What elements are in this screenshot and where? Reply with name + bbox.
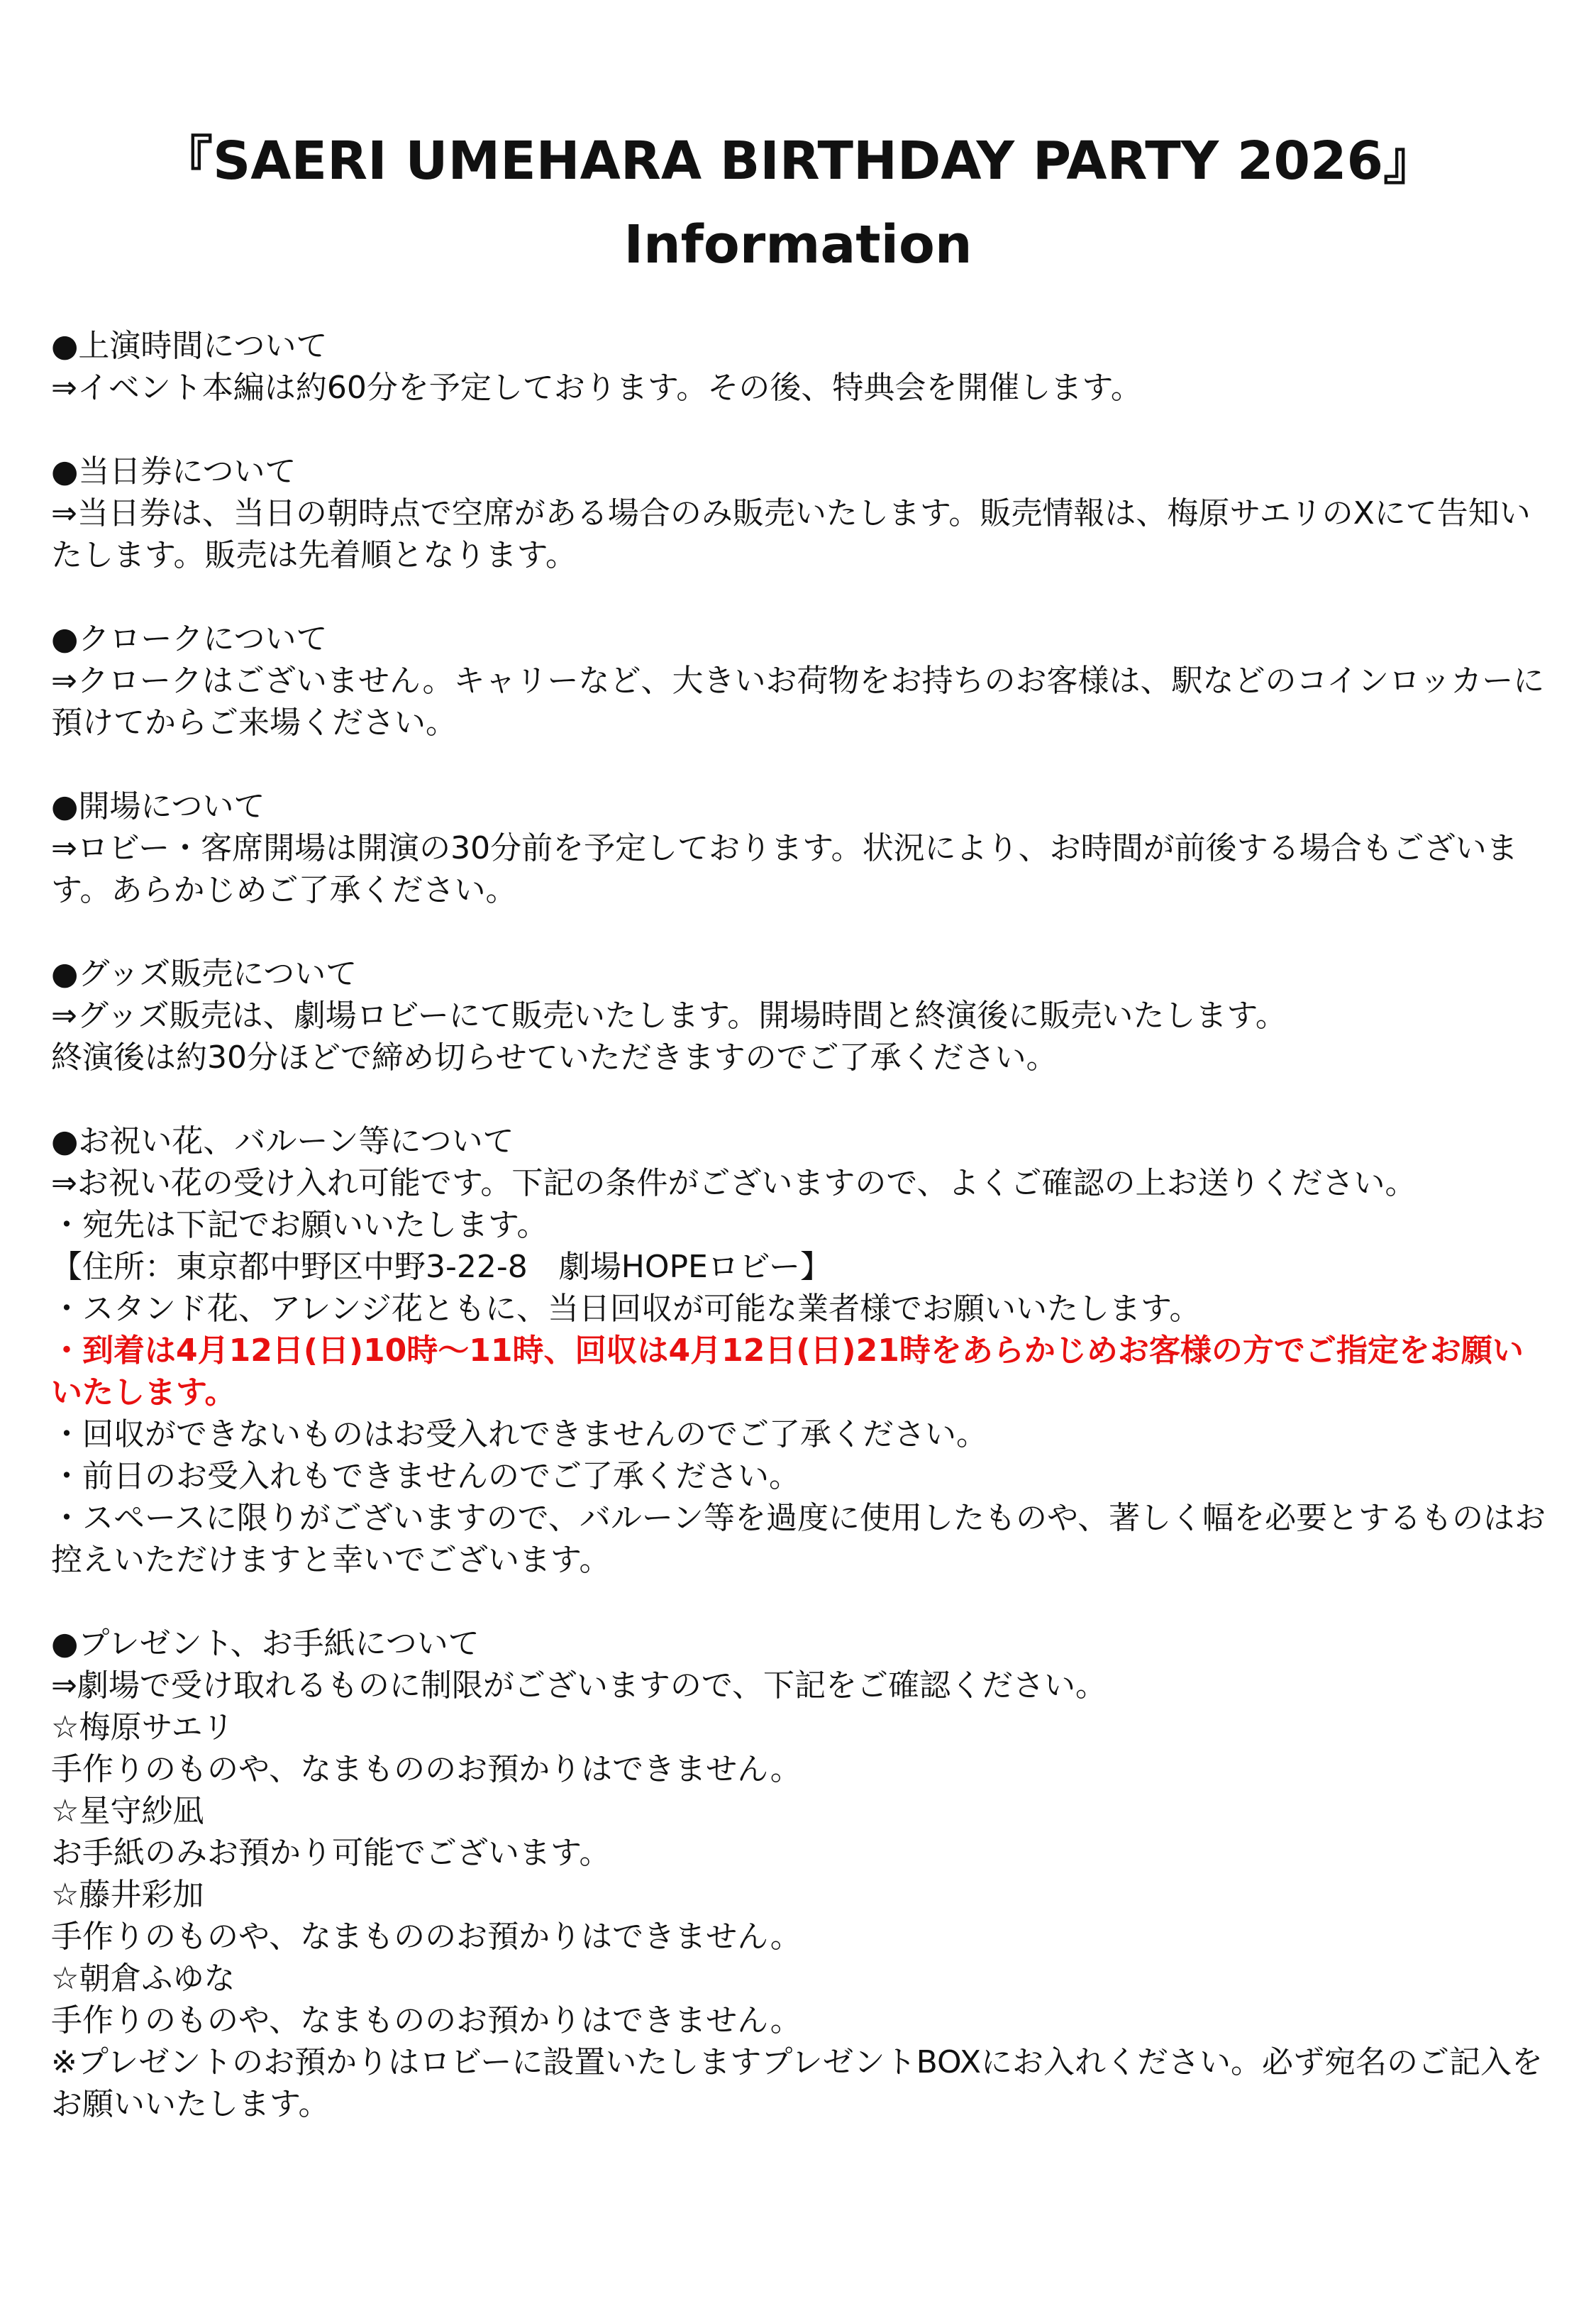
document-title [0, 119, 1596, 287]
delivery-schedule-highlight: ・到着は4月12日(日)10時～11時、回収は4月12日(日)21時をあらかじめお客様の方でご指定をお願いいたします。 [51, 1333, 1524, 1411]
section-text: ・回収ができないものはお受入れできませんのでご了承ください。 [51, 1416, 987, 1452]
section-text: ⇒劇場で受け取れるものに制限がございますので、下記をご確認ください。 [51, 1667, 1107, 1704]
title-line-event-name: 『SAERI UMEHARA BIRTHDAY PARTY 2026』 [160, 131, 1436, 192]
section-text: ・スペースに限りがございますので、バルーン等を過度に使用したものや、著しく幅を必要とするものはお控えいただけますと幸いでございます。 [51, 1500, 1546, 1578]
cast-rule: 手作りのものや、なまもののお預かりはできません。 [51, 1751, 802, 1787]
section-text: ⇒お祝い花の受け入れ可能です。下記の条件がございますので、よくご確認の上お送りください。 [51, 1165, 1417, 1201]
section-heading: ●グッズ販売について [51, 956, 358, 992]
cast-name: ☆星守紗凪 [51, 1793, 204, 1829]
cast-rule: 手作りのものや、なまもののお預かりはできません。 [51, 2002, 802, 2039]
section-heading: ●上演時間について [51, 328, 328, 364]
section-heading: ●お祝い花、バルーン等について [51, 1123, 514, 1159]
section-text: ・宛先は下記でお願いいたします。 [51, 1207, 548, 1243]
section-text: ⇒グッズ販売は、劇場ロビーにて販売いたします。開場時間と終演後に販売いたします。 [51, 998, 1287, 1034]
section-text: ⇒ロビー・客席開場は開演の30分前を予定しております。状況により、お時間が前後する場合もございます。あらかじめご了承ください。 [51, 830, 1518, 908]
section-performance-time [51, 325, 1548, 409]
cast-name: ☆朝倉ふゆな [51, 1960, 235, 1997]
cast-name: ☆梅原サエリ [51, 1709, 234, 1745]
section-flowers-balloons [51, 1120, 1548, 1581]
section-heading: ●クロークについて [51, 621, 328, 657]
section-venue-opening [51, 785, 1548, 911]
section-heading: ●プレゼント、お手紙について [51, 1626, 480, 1662]
section-same-day-tickets [51, 451, 1548, 576]
title-line-information: Information [624, 214, 972, 275]
cast-name: ☆藤井彩加 [51, 1877, 204, 1913]
section-presents-letters [51, 1623, 1548, 2125]
section-heading: ●当日券について [51, 453, 297, 490]
document-body [51, 325, 1548, 2167]
section-text: ⇒当日券は、当日の朝時点で空席がある場合のみ販売いたします。販売情報は、梅原サエリのXにて告知いたします。販売は先着順となります。 [51, 495, 1531, 573]
section-text: ・スタンド花、アレンジ花ともに、当日回収が可能な業者様でお願いいたします。 [51, 1291, 1201, 1327]
cast-rule: 手作りのものや、なまもののお預かりはできません。 [51, 1919, 802, 1955]
address-line: 【住所：東京都中野区中野3-22-8 劇場HOPEロビー】 [51, 1249, 832, 1285]
section-text: ⇒クロークはございません。キャリーなど、大きいお荷物をお持ちのお客様は、駅などのコインロッカーに預けてからご来場ください。 [51, 663, 1545, 741]
section-text: ⇒イベント本編は約60分を予定しております。その後、特典会を開催します。 [51, 370, 1142, 406]
section-text: 終演後は約30分ほどで締め切らせていただきますのでご了承ください。 [51, 1039, 1058, 1076]
present-box-note: ※プレゼントのお預かりはロビーに設置いたしますプレゼントBOXにお入れください。必ず宛名のご記入をお願いいたします。 [51, 2044, 1543, 2122]
section-heading: ●開場について [51, 788, 265, 824]
section-merchandise [51, 953, 1548, 1078]
section-text: ・前日のお受入れもできませんのでご了承ください。 [51, 1458, 800, 1494]
cast-rule: お手紙のみお預かり可能でございます。 [51, 1835, 611, 1871]
section-cloakroom [51, 618, 1548, 744]
